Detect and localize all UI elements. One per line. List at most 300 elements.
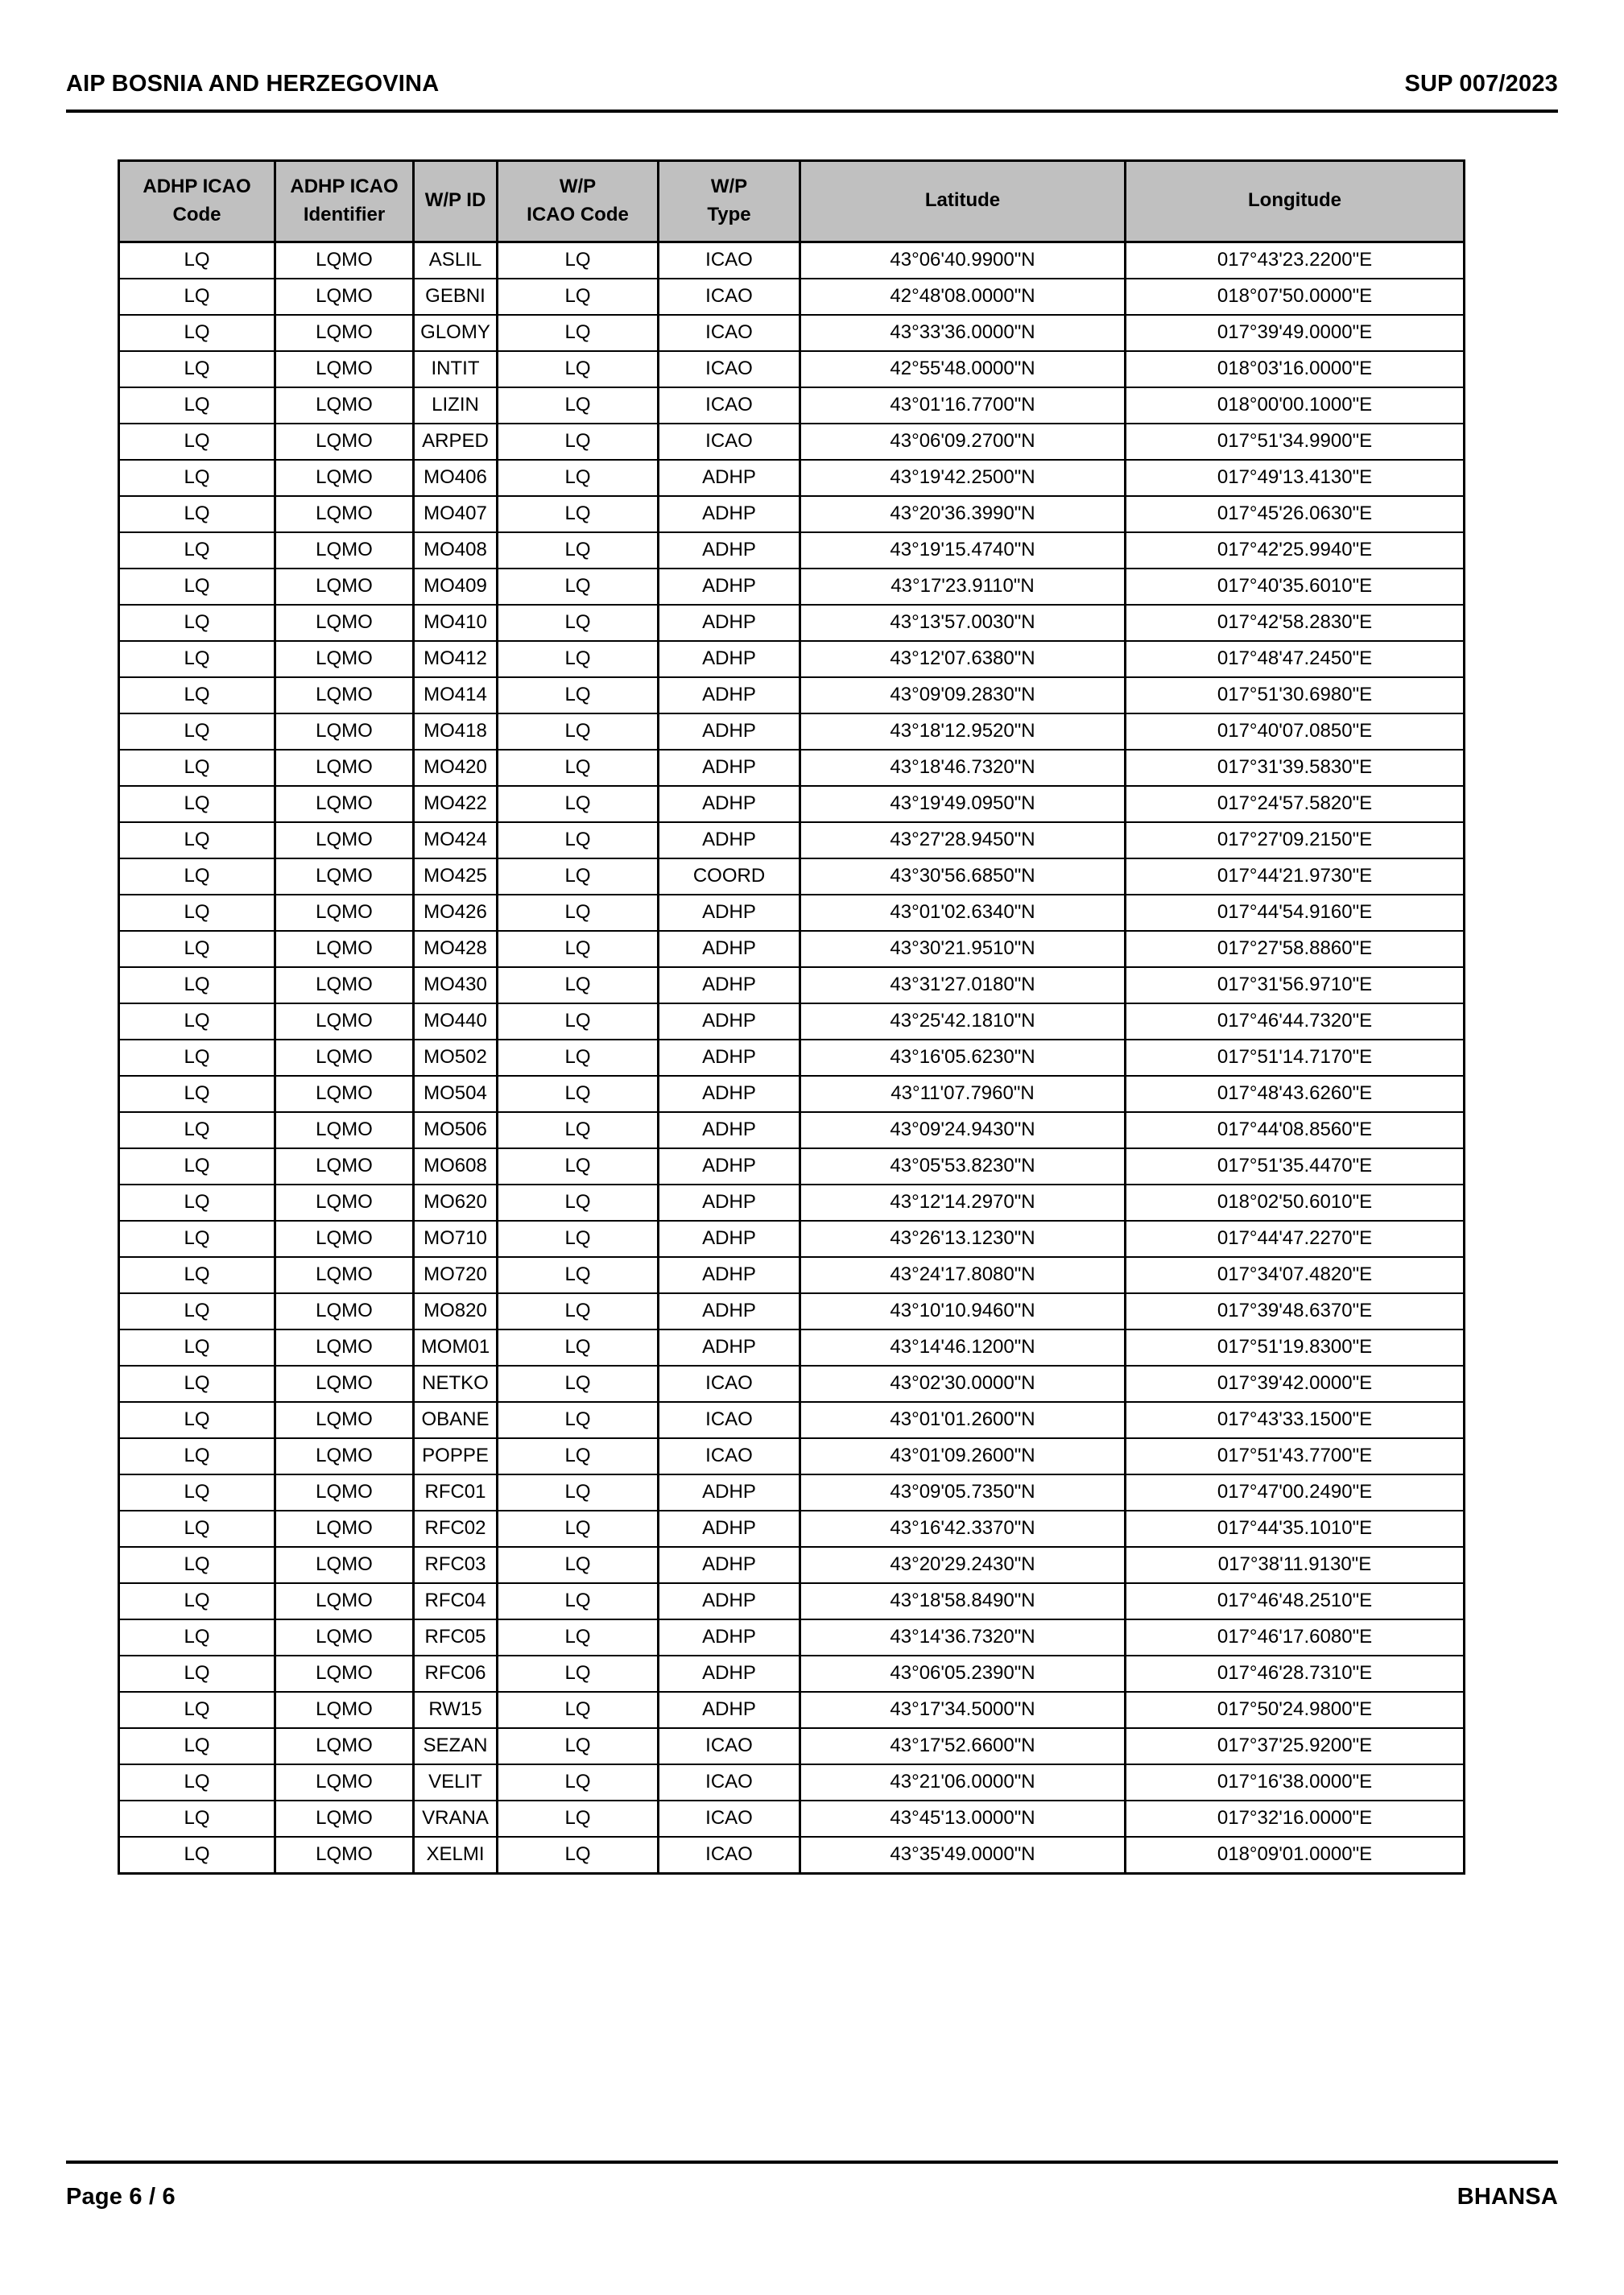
- cell-wp-icao-code: LQ: [498, 1040, 659, 1076]
- cell-wp-icao-code: LQ: [498, 1329, 659, 1366]
- column-header-latitude: [800, 161, 1126, 242]
- table-row: [119, 1293, 1465, 1329]
- cell-adhp-icao-identifier: LQMO: [275, 496, 414, 532]
- cell-wp-icao-code: LQ: [498, 641, 659, 677]
- cell-adhp-icao-code: LQ: [119, 1366, 275, 1402]
- column-header-w-p-type: [659, 161, 800, 242]
- cell-wp-type: ICAO: [659, 242, 800, 279]
- cell-longitude: 017°46'44.7320"E: [1126, 1003, 1465, 1040]
- cell-wp-icao-code: LQ: [498, 605, 659, 641]
- table-row: [119, 858, 1465, 895]
- cell-adhp-icao-identifier: LQMO: [275, 279, 414, 315]
- table-row: [119, 1656, 1465, 1692]
- cell-wp-type: ADHP: [659, 1474, 800, 1511]
- cell-longitude: 017°43'23.2200"E: [1126, 242, 1465, 279]
- table-row: [119, 1221, 1465, 1257]
- cell-adhp-icao-code: LQ: [119, 351, 275, 387]
- table-row: [119, 242, 1465, 279]
- table-row: [119, 1511, 1465, 1547]
- cell-latitude: 43°18'46.7320"N: [800, 750, 1126, 786]
- cell-longitude: 018°03'16.0000"E: [1126, 351, 1465, 387]
- cell-wp-id: GEBNI: [414, 279, 498, 315]
- footer-divider-rule: [66, 2161, 1558, 2164]
- cell-wp-type: ADHP: [659, 1692, 800, 1728]
- column-header-line: ICAO Code: [527, 203, 629, 225]
- cell-adhp-icao-identifier: LQMO: [275, 677, 414, 713]
- table-row: [119, 713, 1465, 750]
- table-row: [119, 931, 1465, 967]
- cell-adhp-icao-code: LQ: [119, 1003, 275, 1040]
- cell-adhp-icao-code: LQ: [119, 605, 275, 641]
- cell-latitude: 43°06'40.9900"N: [800, 242, 1126, 279]
- table-row: [119, 351, 1465, 387]
- cell-wp-type: ADHP: [659, 1619, 800, 1656]
- cell-adhp-icao-code: LQ: [119, 641, 275, 677]
- cell-wp-type: ADHP: [659, 1583, 800, 1619]
- cell-wp-icao-code: LQ: [498, 1656, 659, 1692]
- header-supplement-reference: SUP 007/2023: [1404, 71, 1558, 97]
- cell-adhp-icao-identifier: LQMO: [275, 315, 414, 351]
- cell-latitude: 43°27'28.9450"N: [800, 822, 1126, 858]
- cell-longitude: 017°51'35.4470"E: [1126, 1148, 1465, 1185]
- cell-wp-icao-code: LQ: [498, 1619, 659, 1656]
- cell-wp-id: GLOMY: [414, 315, 498, 351]
- table-row: [119, 1003, 1465, 1040]
- cell-wp-type: COORD: [659, 858, 800, 895]
- cell-longitude: 017°40'35.6010"E: [1126, 569, 1465, 605]
- cell-latitude: 43°09'05.7350"N: [800, 1474, 1126, 1511]
- cell-latitude: 43°14'46.1200"N: [800, 1329, 1126, 1366]
- cell-wp-icao-code: LQ: [498, 279, 659, 315]
- cell-wp-id: MO410: [414, 605, 498, 641]
- table-row: [119, 1366, 1465, 1402]
- column-header-line: ADHP ICAO: [143, 176, 251, 197]
- cell-adhp-icao-identifier: LQMO: [275, 750, 414, 786]
- cell-adhp-icao-identifier: LQMO: [275, 1402, 414, 1438]
- cell-wp-icao-code: LQ: [498, 460, 659, 496]
- table-row: [119, 677, 1465, 713]
- cell-wp-type: ICAO: [659, 424, 800, 460]
- column-header-w-p-icao-code: [498, 161, 659, 242]
- footer-organization: BHANSA: [1457, 2184, 1558, 2210]
- cell-latitude: 43°25'42.1810"N: [800, 1003, 1126, 1040]
- cell-wp-type: ADHP: [659, 1547, 800, 1583]
- cell-adhp-icao-identifier: LQMO: [275, 1511, 414, 1547]
- cell-wp-id: MO506: [414, 1112, 498, 1148]
- cell-wp-id: MO502: [414, 1040, 498, 1076]
- cell-adhp-icao-code: LQ: [119, 1185, 275, 1221]
- cell-wp-icao-code: LQ: [498, 858, 659, 895]
- column-header-longitude: [1126, 161, 1465, 242]
- waypoint-table: [118, 159, 1465, 1875]
- cell-adhp-icao-code: LQ: [119, 822, 275, 858]
- table-row: [119, 822, 1465, 858]
- cell-longitude: 017°27'09.2150"E: [1126, 822, 1465, 858]
- cell-wp-icao-code: LQ: [498, 677, 659, 713]
- cell-longitude: 017°47'00.2490"E: [1126, 1474, 1465, 1511]
- cell-wp-id: RFC05: [414, 1619, 498, 1656]
- cell-wp-icao-code: LQ: [498, 895, 659, 931]
- cell-longitude: 017°42'25.9940"E: [1126, 532, 1465, 569]
- column-header-line: Identifier: [303, 203, 386, 225]
- cell-latitude: 43°16'42.3370"N: [800, 1511, 1126, 1547]
- column-header-w-p-id: [414, 161, 498, 242]
- cell-wp-id: MO406: [414, 460, 498, 496]
- cell-wp-icao-code: LQ: [498, 1293, 659, 1329]
- table-row: [119, 1112, 1465, 1148]
- cell-adhp-icao-identifier: LQMO: [275, 424, 414, 460]
- cell-wp-icao-code: LQ: [498, 242, 659, 279]
- cell-adhp-icao-identifier: LQMO: [275, 351, 414, 387]
- cell-wp-id: MO710: [414, 1221, 498, 1257]
- cell-longitude: 017°31'39.5830"E: [1126, 750, 1465, 786]
- cell-adhp-icao-code: LQ: [119, 677, 275, 713]
- cell-wp-id: RFC02: [414, 1511, 498, 1547]
- cell-wp-icao-code: LQ: [498, 351, 659, 387]
- table-row: [119, 1474, 1465, 1511]
- cell-latitude: 43°30'21.9510"N: [800, 931, 1126, 967]
- cell-wp-id: MOM01: [414, 1329, 498, 1366]
- running-footer: [66, 2184, 1558, 2210]
- cell-longitude: 017°44'21.9730"E: [1126, 858, 1465, 895]
- cell-wp-type: ADHP: [659, 1040, 800, 1076]
- column-header-line: W/P: [559, 176, 597, 197]
- cell-wp-type: ADHP: [659, 750, 800, 786]
- cell-longitude: 017°48'47.2450"E: [1126, 641, 1465, 677]
- cell-adhp-icao-identifier: LQMO: [275, 1221, 414, 1257]
- table-row: [119, 460, 1465, 496]
- cell-longitude: 018°02'50.6010"E: [1126, 1185, 1465, 1221]
- cell-adhp-icao-identifier: LQMO: [275, 1547, 414, 1583]
- cell-longitude: 017°51'19.8300"E: [1126, 1329, 1465, 1366]
- cell-latitude: 43°12'14.2970"N: [800, 1185, 1126, 1221]
- cell-latitude: 43°19'15.4740"N: [800, 532, 1126, 569]
- cell-adhp-icao-code: LQ: [119, 1293, 275, 1329]
- cell-longitude: 017°39'48.6370"E: [1126, 1293, 1465, 1329]
- cell-wp-id: MO409: [414, 569, 498, 605]
- cell-adhp-icao-code: LQ: [119, 1547, 275, 1583]
- cell-wp-id: POPPE: [414, 1438, 498, 1474]
- cell-adhp-icao-identifier: LQMO: [275, 1112, 414, 1148]
- footer-page-number: Page 6 / 6: [66, 2184, 176, 2210]
- cell-wp-type: ADHP: [659, 1656, 800, 1692]
- cell-longitude: 017°43'33.1500"E: [1126, 1402, 1465, 1438]
- table-row: [119, 315, 1465, 351]
- cell-latitude: 43°18'12.9520"N: [800, 713, 1126, 750]
- table-row: [119, 1185, 1465, 1221]
- cell-longitude: 017°50'24.9800"E: [1126, 1692, 1465, 1728]
- cell-wp-type: ADHP: [659, 460, 800, 496]
- cell-adhp-icao-code: LQ: [119, 424, 275, 460]
- cell-wp-type: ICAO: [659, 315, 800, 351]
- cell-wp-icao-code: LQ: [498, 1185, 659, 1221]
- cell-adhp-icao-code: LQ: [119, 1040, 275, 1076]
- cell-adhp-icao-identifier: LQMO: [275, 1619, 414, 1656]
- cell-latitude: 43°24'17.8080"N: [800, 1257, 1126, 1293]
- column-header-adhp-icao-code: [119, 161, 275, 242]
- cell-latitude: 42°55'48.0000"N: [800, 351, 1126, 387]
- table-row: [119, 1728, 1465, 1764]
- table-row: [119, 641, 1465, 677]
- cell-adhp-icao-code: LQ: [119, 496, 275, 532]
- cell-adhp-icao-code: LQ: [119, 569, 275, 605]
- cell-adhp-icao-identifier: LQMO: [275, 1438, 414, 1474]
- column-header-line: Type: [707, 203, 751, 225]
- cell-adhp-icao-code: LQ: [119, 1511, 275, 1547]
- cell-latitude: 43°06'05.2390"N: [800, 1656, 1126, 1692]
- cell-adhp-icao-identifier: LQMO: [275, 1003, 414, 1040]
- column-header-line: W/P: [710, 176, 748, 197]
- cell-adhp-icao-code: LQ: [119, 242, 275, 279]
- cell-latitude: 43°13'57.0030"N: [800, 605, 1126, 641]
- cell-adhp-icao-identifier: LQMO: [275, 1076, 414, 1112]
- cell-wp-id: VELIT: [414, 1764, 498, 1801]
- cell-latitude: 43°09'24.9430"N: [800, 1112, 1126, 1148]
- cell-wp-icao-code: LQ: [498, 569, 659, 605]
- cell-latitude: 43°19'42.2500"N: [800, 460, 1126, 496]
- cell-wp-type: ADHP: [659, 677, 800, 713]
- waypoint-table-container: [118, 159, 1463, 1875]
- cell-longitude: 017°37'25.9200"E: [1126, 1728, 1465, 1764]
- cell-latitude: 43°05'53.8230"N: [800, 1148, 1126, 1185]
- cell-wp-icao-code: LQ: [498, 532, 659, 569]
- cell-latitude: 43°21'06.0000"N: [800, 1764, 1126, 1801]
- cell-wp-icao-code: LQ: [498, 387, 659, 424]
- table-row: [119, 387, 1465, 424]
- cell-wp-type: ICAO: [659, 1837, 800, 1874]
- cell-adhp-icao-identifier: LQMO: [275, 822, 414, 858]
- column-header-line: Code: [172, 203, 221, 225]
- cell-adhp-icao-code: LQ: [119, 895, 275, 931]
- table-row: [119, 1076, 1465, 1112]
- table-row: [119, 1583, 1465, 1619]
- cell-wp-id: MO422: [414, 786, 498, 822]
- cell-longitude: 017°24'57.5820"E: [1126, 786, 1465, 822]
- column-header-line: Longitude: [1248, 189, 1341, 212]
- cell-wp-id: MO424: [414, 822, 498, 858]
- cell-wp-icao-code: LQ: [498, 1692, 659, 1728]
- cell-longitude: 017°38'11.9130"E: [1126, 1547, 1465, 1583]
- cell-wp-id: INTIT: [414, 351, 498, 387]
- cell-latitude: 43°17'23.9110"N: [800, 569, 1126, 605]
- cell-wp-icao-code: LQ: [498, 496, 659, 532]
- cell-latitude: 43°17'34.5000"N: [800, 1692, 1126, 1728]
- cell-adhp-icao-identifier: LQMO: [275, 569, 414, 605]
- table-row: [119, 1148, 1465, 1185]
- cell-longitude: 017°51'43.7700"E: [1126, 1438, 1465, 1474]
- cell-wp-icao-code: LQ: [498, 1547, 659, 1583]
- cell-latitude: 43°12'07.6380"N: [800, 641, 1126, 677]
- cell-wp-id: MO418: [414, 713, 498, 750]
- cell-latitude: 43°16'05.6230"N: [800, 1040, 1126, 1076]
- cell-longitude: 017°34'07.4820"E: [1126, 1257, 1465, 1293]
- column-header-line: W/P ID: [424, 189, 486, 212]
- cell-latitude: 43°11'07.7960"N: [800, 1076, 1126, 1112]
- table-row: [119, 1257, 1465, 1293]
- table-row: [119, 1547, 1465, 1583]
- cell-wp-icao-code: LQ: [498, 1257, 659, 1293]
- cell-adhp-icao-identifier: LQMO: [275, 786, 414, 822]
- cell-adhp-icao-code: LQ: [119, 750, 275, 786]
- table-row: [119, 967, 1465, 1003]
- cell-adhp-icao-code: LQ: [119, 1329, 275, 1366]
- cell-wp-icao-code: LQ: [498, 1801, 659, 1837]
- cell-wp-type: ADHP: [659, 1185, 800, 1221]
- cell-latitude: 43°06'09.2700"N: [800, 424, 1126, 460]
- cell-adhp-icao-code: LQ: [119, 1837, 275, 1874]
- cell-wp-type: ADHP: [659, 1003, 800, 1040]
- cell-longitude: 017°44'35.1010"E: [1126, 1511, 1465, 1547]
- cell-longitude: 017°31'56.9710"E: [1126, 967, 1465, 1003]
- cell-adhp-icao-identifier: LQMO: [275, 1656, 414, 1692]
- cell-adhp-icao-code: LQ: [119, 1402, 275, 1438]
- cell-adhp-icao-identifier: LQMO: [275, 387, 414, 424]
- cell-wp-icao-code: LQ: [498, 1112, 659, 1148]
- cell-adhp-icao-identifier: LQMO: [275, 858, 414, 895]
- cell-latitude: 43°01'02.6340"N: [800, 895, 1126, 931]
- cell-wp-id: NETKO: [414, 1366, 498, 1402]
- cell-wp-icao-code: LQ: [498, 967, 659, 1003]
- cell-wp-id: RW15: [414, 1692, 498, 1728]
- cell-adhp-icao-identifier: LQMO: [275, 1040, 414, 1076]
- cell-adhp-icao-code: LQ: [119, 786, 275, 822]
- cell-adhp-icao-code: LQ: [119, 460, 275, 496]
- table-row: [119, 569, 1465, 605]
- cell-adhp-icao-identifier: LQMO: [275, 1185, 414, 1221]
- cell-wp-icao-code: LQ: [498, 424, 659, 460]
- cell-wp-id: LIZIN: [414, 387, 498, 424]
- cell-longitude: 018°00'00.1000"E: [1126, 387, 1465, 424]
- cell-longitude: 017°44'08.8560"E: [1126, 1112, 1465, 1148]
- cell-adhp-icao-code: LQ: [119, 1148, 275, 1185]
- cell-wp-type: ADHP: [659, 1329, 800, 1366]
- cell-latitude: 43°01'09.2600"N: [800, 1438, 1126, 1474]
- cell-longitude: 018°07'50.0000"E: [1126, 279, 1465, 315]
- cell-adhp-icao-code: LQ: [119, 279, 275, 315]
- cell-wp-id: MO608: [414, 1148, 498, 1185]
- cell-wp-type: ADHP: [659, 641, 800, 677]
- cell-longitude: 017°51'30.6980"E: [1126, 677, 1465, 713]
- cell-wp-icao-code: LQ: [498, 1764, 659, 1801]
- cell-wp-id: RFC01: [414, 1474, 498, 1511]
- cell-adhp-icao-identifier: LQMO: [275, 1692, 414, 1728]
- cell-wp-type: ICAO: [659, 279, 800, 315]
- cell-adhp-icao-code: LQ: [119, 713, 275, 750]
- cell-adhp-icao-identifier: LQMO: [275, 1148, 414, 1185]
- cell-wp-type: ADHP: [659, 786, 800, 822]
- cell-longitude: 018°09'01.0000"E: [1126, 1837, 1465, 1874]
- cell-wp-type: ADHP: [659, 1076, 800, 1112]
- cell-longitude: 017°46'17.6080"E: [1126, 1619, 1465, 1656]
- table-row: [119, 750, 1465, 786]
- table-row: [119, 279, 1465, 315]
- cell-wp-type: ICAO: [659, 387, 800, 424]
- table-row: [119, 1619, 1465, 1656]
- cell-adhp-icao-code: LQ: [119, 1764, 275, 1801]
- cell-longitude: 017°44'47.2270"E: [1126, 1221, 1465, 1257]
- cell-adhp-icao-identifier: LQMO: [275, 1257, 414, 1293]
- cell-adhp-icao-code: LQ: [119, 1221, 275, 1257]
- cell-wp-id: SEZAN: [414, 1728, 498, 1764]
- cell-wp-id: MO414: [414, 677, 498, 713]
- cell-longitude: 017°48'43.6260"E: [1126, 1076, 1465, 1112]
- table-row: [119, 496, 1465, 532]
- cell-adhp-icao-identifier: LQMO: [275, 895, 414, 931]
- cell-adhp-icao-code: LQ: [119, 1801, 275, 1837]
- cell-wp-icao-code: LQ: [498, 1076, 659, 1112]
- cell-wp-id: MO620: [414, 1185, 498, 1221]
- cell-wp-type: ADHP: [659, 532, 800, 569]
- cell-adhp-icao-code: LQ: [119, 1619, 275, 1656]
- cell-adhp-icao-code: LQ: [119, 1656, 275, 1692]
- cell-wp-id: MO426: [414, 895, 498, 931]
- cell-adhp-icao-identifier: LQMO: [275, 1366, 414, 1402]
- table-row: [119, 605, 1465, 641]
- cell-adhp-icao-code: LQ: [119, 967, 275, 1003]
- table-header: [119, 161, 1465, 242]
- cell-adhp-icao-identifier: LQMO: [275, 605, 414, 641]
- cell-longitude: 017°42'58.2830"E: [1126, 605, 1465, 641]
- cell-longitude: 017°39'49.0000"E: [1126, 315, 1465, 351]
- cell-wp-id: RFC06: [414, 1656, 498, 1692]
- column-header-line: ADHP ICAO: [290, 176, 399, 197]
- cell-wp-icao-code: LQ: [498, 1474, 659, 1511]
- cell-wp-type: ADHP: [659, 1293, 800, 1329]
- table-row: [119, 1402, 1465, 1438]
- cell-wp-icao-code: LQ: [498, 713, 659, 750]
- table-row: [119, 532, 1465, 569]
- table-header-row: [119, 161, 1465, 242]
- cell-latitude: 42°48'08.0000"N: [800, 279, 1126, 315]
- cell-adhp-icao-identifier: LQMO: [275, 1837, 414, 1874]
- cell-wp-id: VRANA: [414, 1801, 498, 1837]
- cell-wp-type: ICAO: [659, 351, 800, 387]
- cell-wp-type: ADHP: [659, 1511, 800, 1547]
- cell-longitude: 017°39'42.0000"E: [1126, 1366, 1465, 1402]
- cell-adhp-icao-identifier: LQMO: [275, 713, 414, 750]
- cell-wp-icao-code: LQ: [498, 1438, 659, 1474]
- table-row: [119, 1329, 1465, 1366]
- cell-adhp-icao-identifier: LQMO: [275, 1583, 414, 1619]
- cell-adhp-icao-code: LQ: [119, 1257, 275, 1293]
- cell-wp-icao-code: LQ: [498, 315, 659, 351]
- cell-latitude: 43°01'16.7700"N: [800, 387, 1126, 424]
- cell-adhp-icao-code: LQ: [119, 1728, 275, 1764]
- cell-wp-type: ADHP: [659, 569, 800, 605]
- cell-adhp-icao-identifier: LQMO: [275, 1764, 414, 1801]
- cell-adhp-icao-identifier: LQMO: [275, 460, 414, 496]
- cell-wp-type: ICAO: [659, 1438, 800, 1474]
- cell-wp-icao-code: LQ: [498, 1003, 659, 1040]
- cell-wp-id: MO420: [414, 750, 498, 786]
- cell-adhp-icao-code: LQ: [119, 1583, 275, 1619]
- cell-adhp-icao-code: LQ: [119, 931, 275, 967]
- cell-adhp-icao-identifier: LQMO: [275, 967, 414, 1003]
- cell-longitude: 017°40'07.0850"E: [1126, 713, 1465, 750]
- cell-wp-id: MO430: [414, 967, 498, 1003]
- table-row: [119, 1438, 1465, 1474]
- cell-wp-id: OBANE: [414, 1402, 498, 1438]
- table-row: [119, 895, 1465, 931]
- cell-longitude: 017°32'16.0000"E: [1126, 1801, 1465, 1837]
- table-row: [119, 786, 1465, 822]
- cell-latitude: 43°10'10.9460"N: [800, 1293, 1126, 1329]
- cell-wp-type: ADHP: [659, 605, 800, 641]
- cell-wp-icao-code: LQ: [498, 1221, 659, 1257]
- header-publication-title: AIP BOSNIA AND HERZEGOVINA: [66, 71, 440, 97]
- cell-wp-icao-code: LQ: [498, 931, 659, 967]
- cell-wp-type: ICAO: [659, 1402, 800, 1438]
